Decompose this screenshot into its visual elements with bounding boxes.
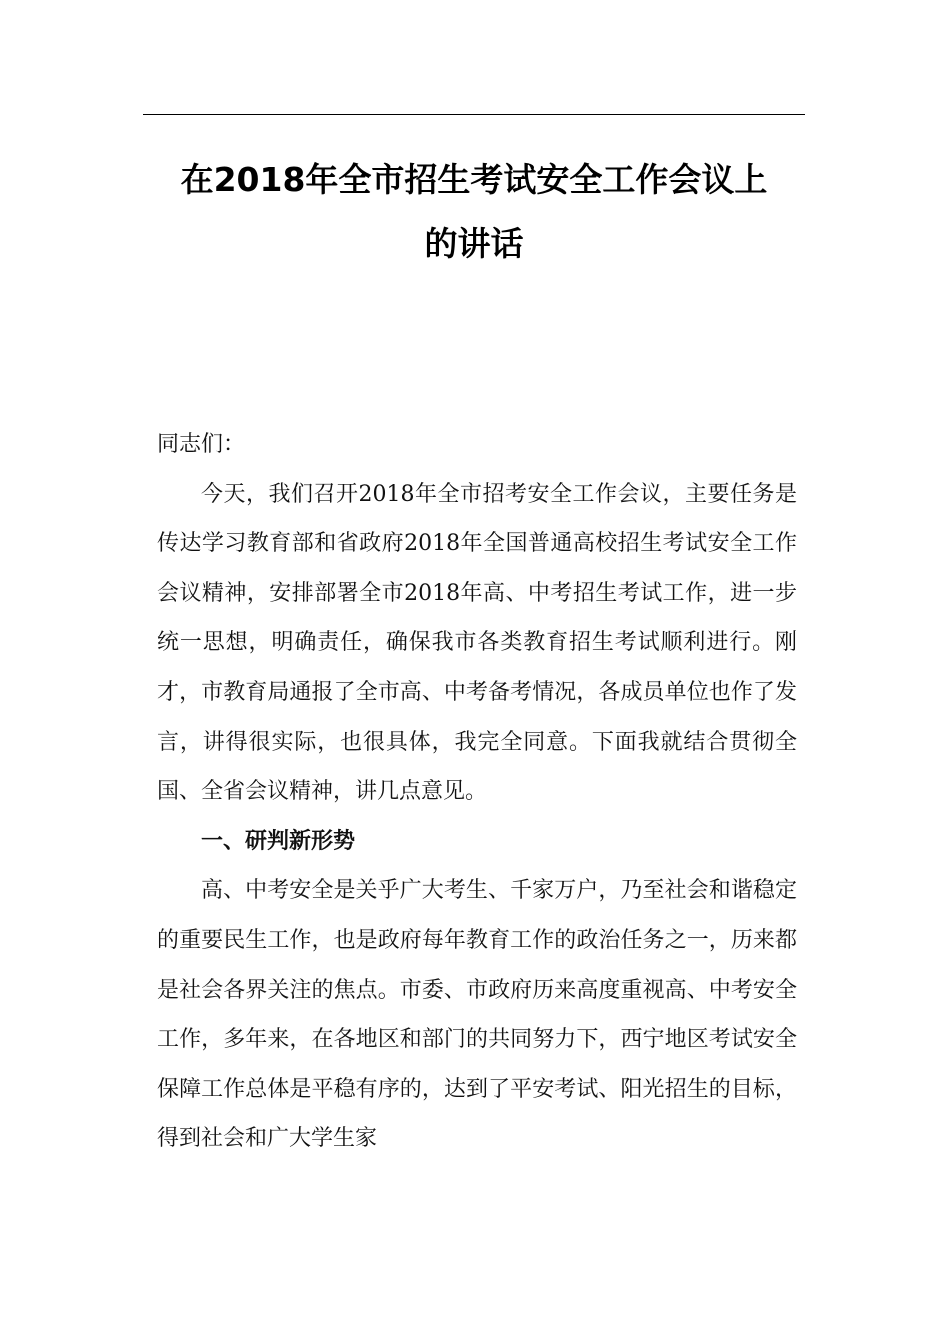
paragraph-opening: 今天，我们召开2018年全市招考安全工作会议，主要任务是传达学习教育部和省政府2018年全国普通高校招生考试安全工作会议精神，安排部署全市2018年高、中考招生考试工作，进一步统一思想，明确责任，确保我市各类教育招生考试顺利进行。刚才，市教育局通报了全市高、中考备考情况，各成员单位也作了发言，讲得很实际，也很具体，我完全同意。下面我就结合贯彻全国、全省会议精神，讲几点意见。 (157, 481, 797, 805)
document-title (143, 148, 805, 276)
paragraph-section-1: 高、中考安全是关乎广大考生、千家万户，乃至社会和谐稳定的重要民生工作，也是政府每年教育工作的政治任务之一，历来都是社会各界关注的焦点。市委、市政府历来高度重视高、中考安全工作，多年来，在各地区和部门的共同努力下，西宁地区考试安全保障工作总体是平稳有序的，达到了平安考试、阳光招生的目标，得到社会和广大学生家 (157, 878, 797, 1152)
section-heading-1: 一、研判新形势 (201, 828, 356, 854)
salutation: 同志们： (157, 432, 246, 457)
header-rule (143, 114, 805, 115)
document-body (157, 420, 797, 1164)
title-line-2: 的讲话 (424, 224, 524, 263)
title-line-1: 在2018年全市招生考试安全工作会议上 (180, 160, 768, 199)
